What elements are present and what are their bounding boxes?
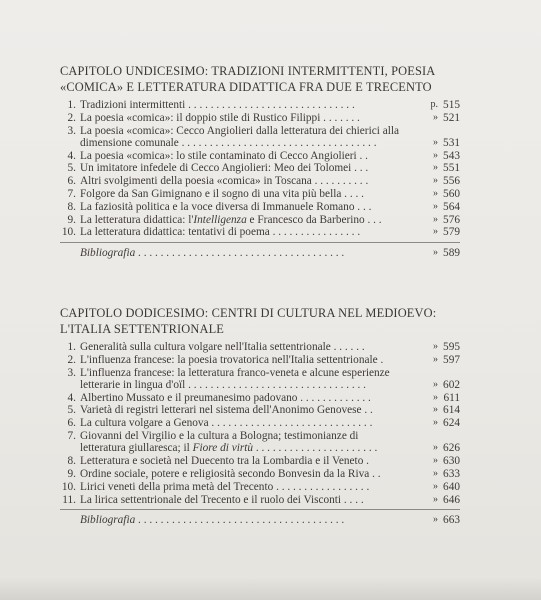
entry-title-part: La letteratura didattica: l' [80,213,194,226]
entry-title: Folgore da San Gimignano e il sogno di una vita più bella . . . . [80,188,364,201]
entry-number: 3. [67,366,76,379]
entry-title-part: e Francesco da Barberino . . . [246,213,382,226]
page-number: 633 [443,467,460,480]
entry-title: Ordine sociale, potere e religiosità secondo Bonvesin da la Riva . . [80,467,381,480]
entry-title: La lirica settentrionale del Trecento e il ruolo dei Visconti . . . . [80,493,364,506]
toc-entry[interactable] [60,354,460,366]
page-marker: » [433,467,438,479]
page-number: 640 [443,480,460,493]
entry-number: 6. [67,417,76,430]
chapter-title-line: «COMICA» E LETTERATURA DIDATTICA FRA DUE E TRECENTO [60,79,432,94]
entry-number: 3. [67,124,76,137]
entry-title: Tradizioni intermittenti . . . . . . . . . . . . . . . . . . . . . . . . . . . . . . [80,99,355,111]
entry-title: La poesia «comica»: Cecco Angiolieri dalla letteratura dei chierici alla dimensione comunale . . . . . . . . . . . . . . . . . . . . . . . . . . . . . . . . . . . [80,124,399,149]
page-number: 626 [443,442,460,455]
page-number: 556 [443,175,460,188]
entry-title: La letteratura didattica: tentativi di poema . . . . . . . . . . . . . . . . [80,226,361,239]
page-marker: » [433,175,438,187]
bibliography-entry[interactable] [60,514,460,526]
page-marker: p. [430,99,438,110]
bibliography-label-wrap [80,514,460,526]
page-marker: » [433,417,438,429]
entry-title: Albertino Mussato e il preumanesimo padovano . . . . . . . . . . . . . [80,391,371,404]
entry-title: La poesia «comica»: il doppio stile di Rustico Filippi . . . . . . . [80,111,360,124]
entry-number: 6. [67,175,76,188]
page-number: 515 [443,99,460,111]
chapter-title-line: CAPITOLO DODICESIMO: CENTRI DI CULTURA NEL MEDIOEVO: [60,306,437,320]
toc-entry[interactable] [60,226,460,238]
entry-number: 1. [67,341,76,353]
page-marker: » [433,378,438,390]
page-number: 597 [443,353,460,366]
page-marker: » [433,341,438,352]
page-marker: » [433,149,438,161]
entry-number: 9. [67,467,76,480]
entry-number: 8. [67,200,76,213]
page-marker: » [433,136,438,148]
page-number: 611 [443,391,460,404]
entry-number: 1. [67,99,76,111]
toc-entry[interactable] [60,481,460,493]
toc-entry[interactable] [60,99,460,111]
page-number: 646 [443,493,460,506]
page-number: 531 [443,136,460,149]
toc-entry[interactable] [60,417,460,429]
page-marker: » [433,480,438,492]
bibliography-label: Bibliografia [80,513,136,526]
page-marker: » [433,353,438,365]
toc-entry[interactable] [60,494,460,506]
entry-title-part: Giovanni del Virgilio e la cultura a Bologna; testimonianze di letteratura giullaresca; il [80,430,359,455]
entry-title: La cultura volgare a Genova . . . . . . . . . . . . . . . . . . . . . . . . . . . . . [80,417,373,430]
toc-entry[interactable] [60,455,460,467]
entry-number: 9. [67,213,76,226]
section-rule [60,242,460,243]
entry-title: Generalità sulla cultura volgare nell'Italia settentrionale . . . . . . [80,341,365,353]
page-marker: » [433,213,438,225]
entry-title-part: . . . . . . . . . . . . . . . . . . . . . . [253,442,378,455]
page-marker: » [433,513,438,525]
chapter-title [60,306,460,337]
page-marker: » [433,111,438,123]
page-number: 602 [443,378,460,391]
page-marker: » [433,493,438,505]
bibliography-entry[interactable] [60,247,460,259]
toc-list [60,341,460,526]
page-number: 564 [443,200,460,213]
entry-number: 5. [67,404,76,417]
page-marker: » [433,442,438,454]
toc-entry[interactable] [60,150,460,162]
entry-title: L'influenza francese: la letteratura franco-veneta e alcune esperienze letterarie in lingua d'oïl . . . . . . . . . . . . . . . . . . . . . . . . . . . . . . . . [80,366,390,391]
page-number: 560 [443,188,460,201]
entry-number: 4. [67,391,76,404]
page-number: 624 [443,417,460,430]
entry-number: 2. [67,353,76,366]
chapter-twelve [60,306,460,526]
page-marker: » [433,200,438,212]
toc-entry[interactable] [60,214,460,226]
entry-title: Altri svolgimenti della poesia «comica» in Toscana . . . . . . . . . . [80,175,369,188]
entry-title [80,430,460,455]
page-marker: » [433,246,438,258]
entry-title: La poesia «comica»: lo stile contaminato di Cecco Angiolieri . . [80,149,368,162]
page-marker: » [433,226,438,238]
entry-title: L'influenza francese: la poesia trovatorica nell'Italia settentrionale . [80,353,384,366]
toc-entry[interactable] [60,162,460,174]
toc-entry[interactable] [60,112,460,124]
chapter-title-line: L'ITALIA SETTENTRIONALE [60,321,225,336]
chapter-eleven [60,64,460,259]
page-edge-shadow [0,578,541,600]
page-number: 576 [443,213,460,226]
page-number: 521 [443,111,460,124]
entry-title-part: Intelligenza [193,213,247,226]
page-number: 614 [443,404,460,417]
entry-number: 4. [67,149,76,162]
entry-title: Varietà di registri letterari nel sistema dell'Anonimo Genovese . . [80,404,373,417]
page-number: 551 [443,162,460,175]
page-marker: » [433,162,438,174]
toc-entry[interactable] [60,201,460,213]
page-marker: » [433,188,438,200]
toc-entry[interactable] [60,367,460,392]
page-marker: » [433,404,438,416]
bibliography-label-wrap [80,247,460,259]
entry-title [80,214,460,226]
entry-title: Letteratura e società nel Duecento tra la Lombardia e il Veneto . [80,455,369,468]
entry-number: 7. [67,430,76,443]
chapter-title [60,64,460,95]
page-number: 543 [443,149,460,162]
page-marker: » [433,455,438,467]
entry-number: 11. [62,493,76,506]
chapter-title-line: CAPITOLO UNDICESIMO: TRADIZIONI INTERMITTENTI, POESIA [60,64,436,78]
page-marker: » [433,391,438,403]
toc-entry[interactable] [60,175,460,187]
entry-title-part: Fiore di virtù [192,442,254,455]
toc-entry[interactable] [60,392,460,404]
entry-title: La faziosità politica e la voce diversa di Immanuele Romano . . . [80,200,372,213]
section-rule [60,509,460,510]
page-number: 579 [443,226,460,239]
entry-number: 2. [67,111,76,124]
toc-entry[interactable] [60,430,460,455]
page-number: 589 [443,246,460,259]
entry-number: 5. [67,162,76,175]
leader-dots: . . . . . . . . . . . . . . . . . . . . . . . . . . . . . . . . . . . . . [135,246,345,259]
toc-entry[interactable] [60,341,460,353]
toc-entry[interactable] [60,468,460,480]
toc-entry[interactable] [60,188,460,200]
leader-dots: . . . . . . . . . . . . . . . . . . . . . . . . . . . . . . . . . . . . . [135,513,345,526]
entry-number: 10. [61,226,76,239]
entry-number: 8. [67,455,76,468]
entry-number: 10. [61,480,76,493]
page-number: 595 [443,341,460,353]
toc-entry[interactable] [60,125,460,150]
bibliography-label: Bibliografia [80,246,136,259]
entry-number: 7. [67,188,76,201]
page-number: 630 [443,455,460,468]
toc-list [60,99,460,259]
toc-entry[interactable] [60,404,460,416]
entry-title: Lirici veneti della prima metà del Trecento . . . . . . . . . . . . . . . . . [80,480,370,493]
page-number: 663 [443,513,460,526]
entry-title: Un imitatore infedele di Cecco Angiolieri: Meo dei Tolomei . . . [80,162,369,175]
